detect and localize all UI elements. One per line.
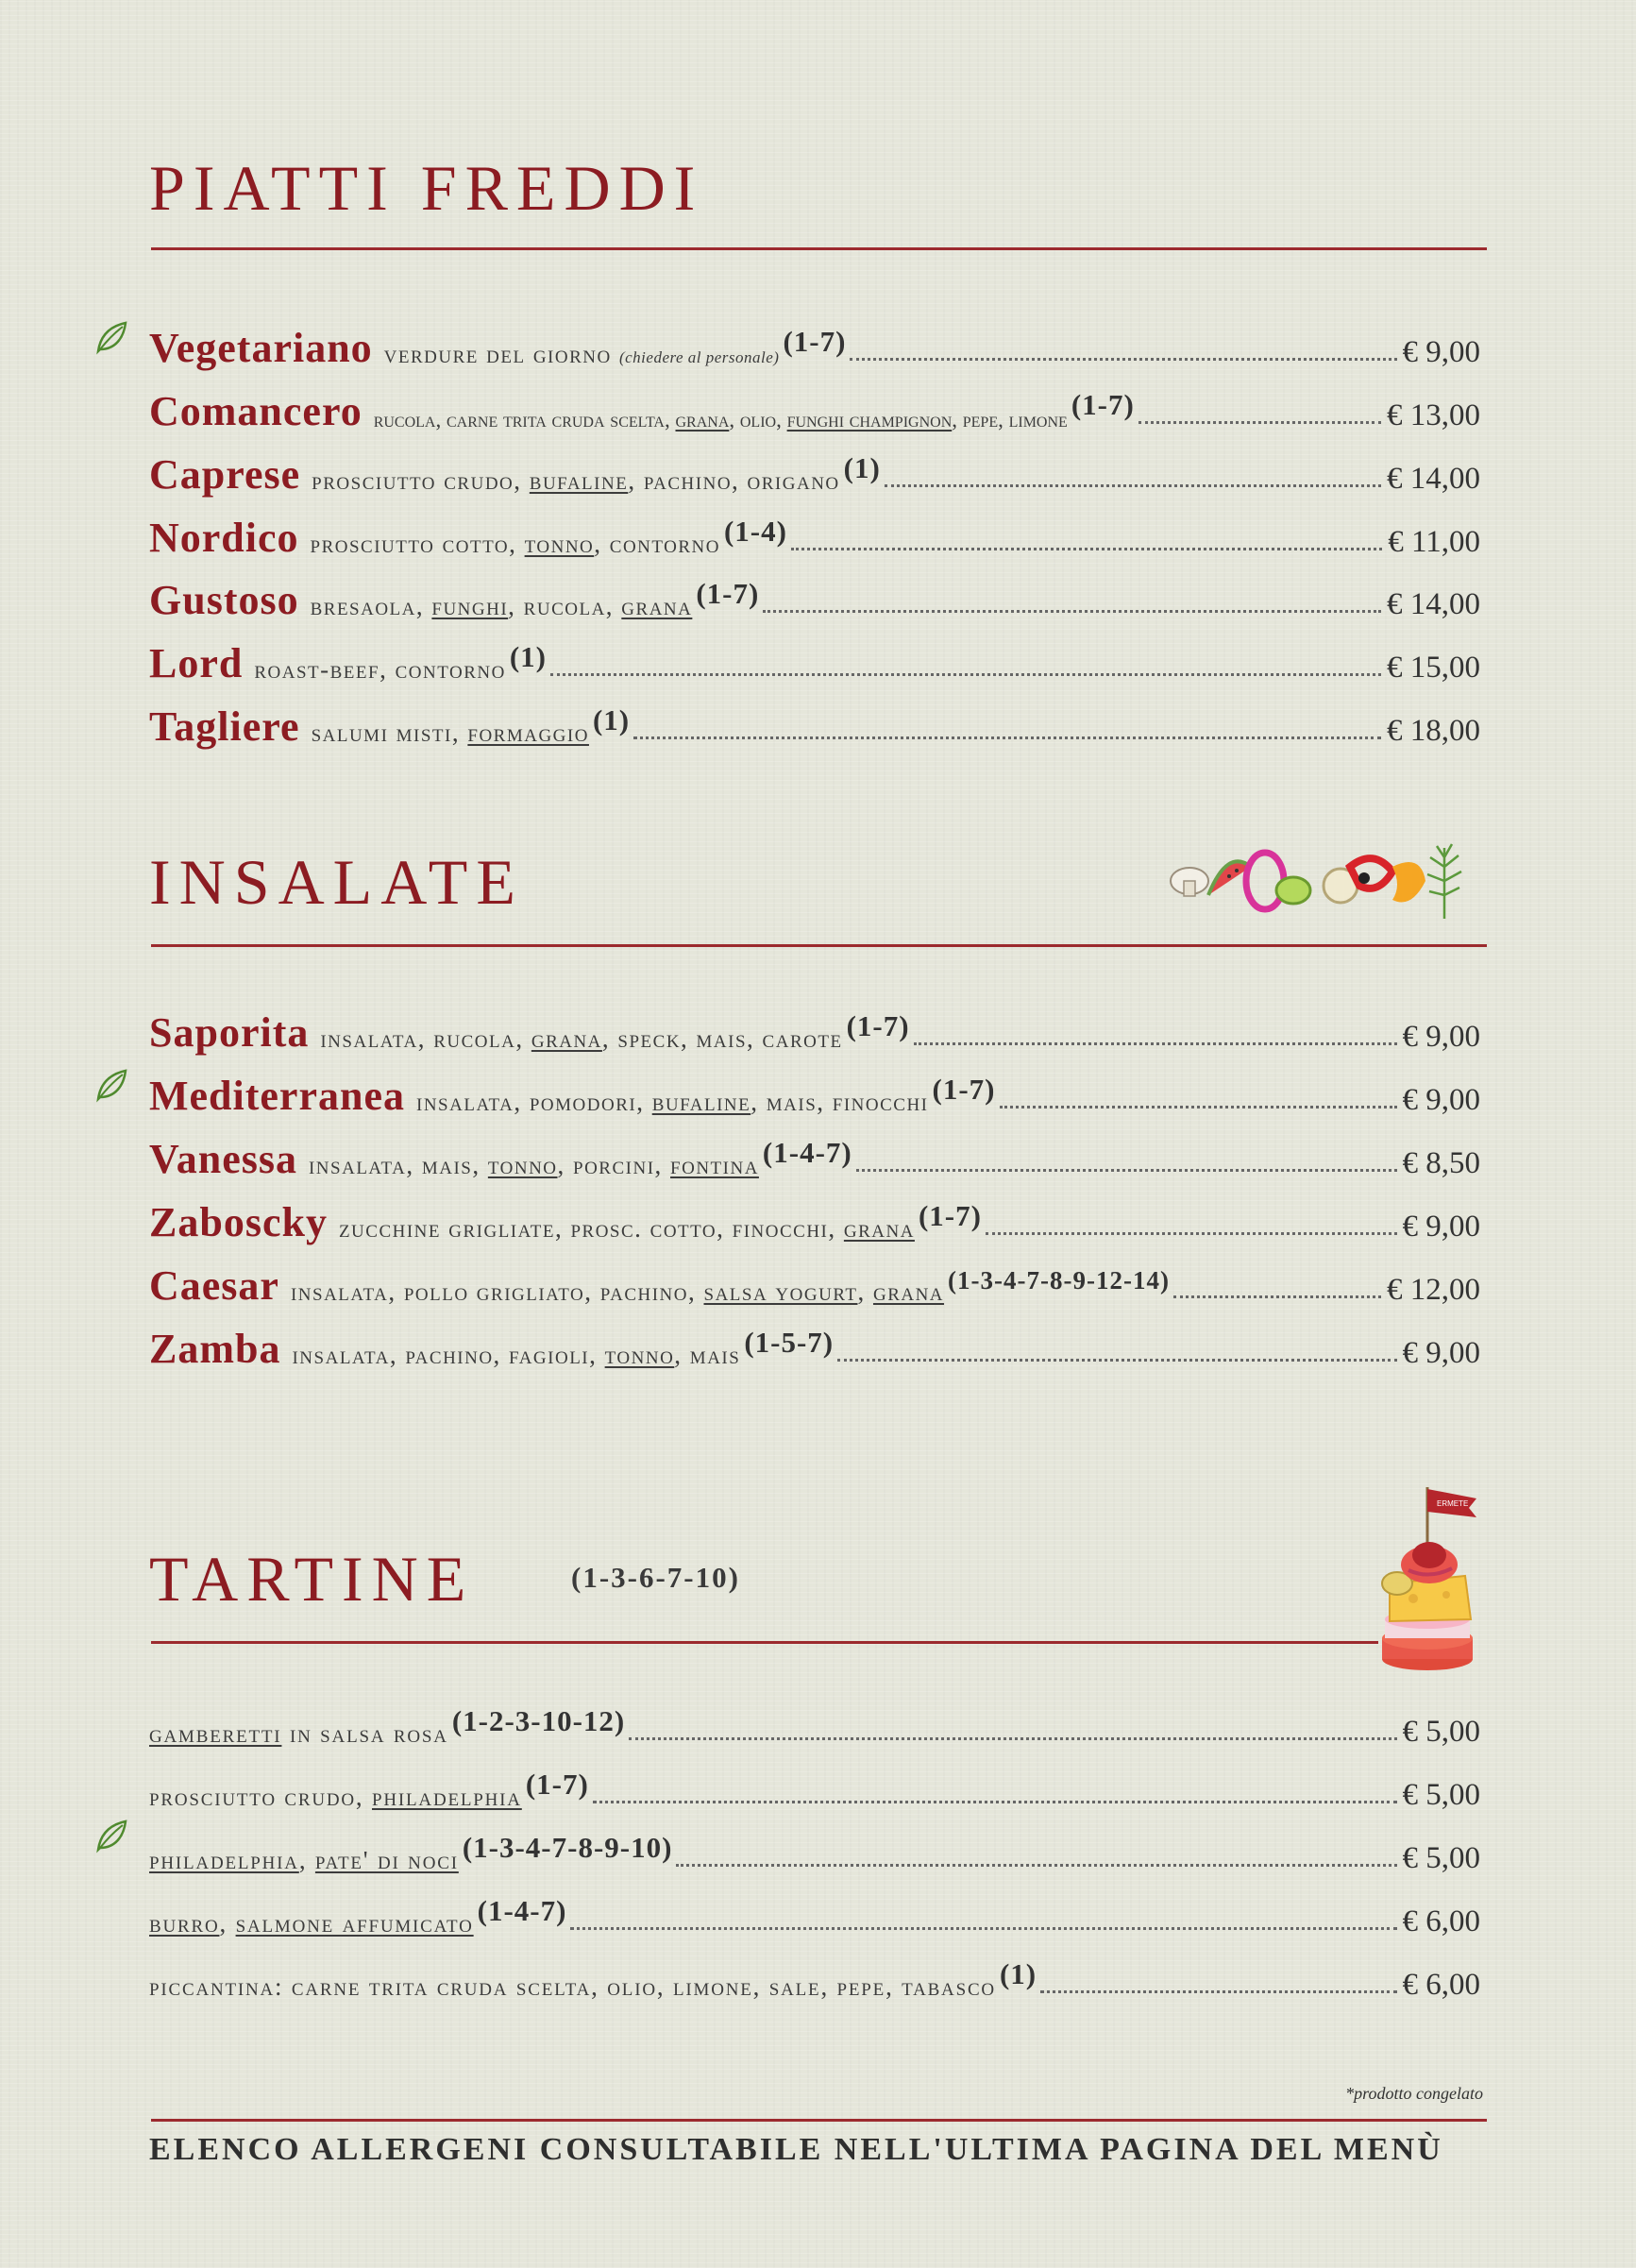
allergen-notice: ELENCO ALLERGENI CONSULTABILE NELL'ULTIMA PAGINA DEL MENÙ bbox=[149, 2132, 1443, 2167]
menu-item-mediterranea bbox=[149, 1064, 1480, 1117]
dot-leader bbox=[629, 1737, 1396, 1740]
menu-item-vanessa bbox=[149, 1127, 1480, 1180]
item-price: € 9,00 bbox=[1402, 1210, 1480, 1244]
item-description: insalata, pollo grigliato, pachino, salsa yogurt, grana bbox=[290, 1278, 945, 1306]
item-name: Nordico bbox=[149, 515, 299, 561]
dot-leader bbox=[885, 484, 1381, 487]
dot-leader bbox=[850, 358, 1396, 361]
item-allergens: (1-4-7) bbox=[762, 1136, 852, 1169]
item-name: Zaboscky bbox=[149, 1199, 328, 1245]
item-description: insalata, pachino, fagioli, tonno, mais bbox=[292, 1341, 741, 1369]
item-name: Vegetariano bbox=[149, 325, 373, 371]
item-allergens: (1-5-7) bbox=[744, 1326, 835, 1359]
item-price: € 14,00 bbox=[1387, 587, 1480, 621]
item-allergens: (1) bbox=[999, 1957, 1037, 1990]
item-allergens: (1-3-4-7-8-9-12-14) bbox=[948, 1266, 1170, 1295]
item-name: Zamba bbox=[149, 1326, 281, 1372]
section-divider bbox=[151, 944, 1487, 947]
vegetables-illustration bbox=[1161, 829, 1506, 928]
menu-item-caprese bbox=[149, 443, 1480, 496]
item-description: insalata, mais, tonno, porcini, fontina bbox=[308, 1151, 759, 1179]
item-name: Saporita bbox=[149, 1009, 310, 1056]
item-price: € 6,00 bbox=[1402, 1904, 1480, 1938]
vegetarian-leaf-icon bbox=[94, 319, 130, 355]
dot-leader bbox=[1138, 421, 1381, 424]
item-name: Lord bbox=[149, 640, 244, 686]
item-description: insalata, rucola, grana, speck, mais, carote bbox=[320, 1024, 843, 1053]
tartine-item-gamberetti bbox=[149, 1696, 1480, 1749]
item-description: prosciutto cotto, tonno, contorno bbox=[310, 530, 720, 558]
vegetarian-leaf-icon bbox=[94, 1067, 130, 1103]
section-title-tartine: TARTINE bbox=[149, 1543, 475, 1615]
section-title-piatti-freddi: PIATTI FREDDI bbox=[149, 152, 704, 224]
item-allergens: (1-4) bbox=[723, 515, 787, 548]
item-allergens: (1) bbox=[592, 703, 631, 736]
item-description: roast-beef, contorno bbox=[254, 655, 506, 684]
tartine-item-burro-salmone bbox=[149, 1886, 1480, 1938]
dot-leader bbox=[633, 736, 1381, 739]
item-allergens: (1-3-4-7-8-9-10) bbox=[462, 1831, 673, 1864]
item-description: burro, salmone affumicato bbox=[149, 1909, 474, 1938]
tartine-illustration bbox=[1371, 1478, 1503, 1681]
item-allergens: (1-7) bbox=[846, 1009, 910, 1042]
dot-leader bbox=[593, 1801, 1397, 1803]
item-allergens: (1-7) bbox=[1071, 388, 1135, 421]
tartine-item-philadelphia bbox=[149, 1822, 1480, 1875]
item-description: bresaola, funghi, rucola, grana bbox=[310, 592, 693, 620]
footnote: *prodotto congelato bbox=[1345, 2084, 1483, 2103]
vegetarian-leaf-icon bbox=[94, 1818, 130, 1853]
item-name: Tagliere bbox=[149, 703, 300, 750]
item-price: € 15,00 bbox=[1387, 651, 1480, 685]
menu-item-comancero bbox=[149, 380, 1480, 432]
item-price: € 8,50 bbox=[1402, 1146, 1480, 1180]
item-price: € 9,00 bbox=[1402, 1020, 1480, 1054]
item-name: Comancero bbox=[149, 388, 363, 434]
item-price: € 18,00 bbox=[1387, 714, 1480, 748]
item-description: zucchine grigliate, prosc. cotto, finocchi, grana bbox=[338, 1214, 915, 1243]
item-allergens: (1) bbox=[509, 640, 547, 673]
item-name: Mediterranea bbox=[149, 1073, 405, 1119]
item-description: piccantina: carne trita cruda scelta, olio, limone, sale, pepe, tabasco bbox=[149, 1972, 996, 2001]
item-price: € 13,00 bbox=[1387, 398, 1480, 432]
item-allergens: (1-7) bbox=[783, 325, 847, 358]
item-price: € 12,00 bbox=[1387, 1273, 1480, 1307]
menu-item-lord bbox=[149, 632, 1480, 685]
dot-leader bbox=[914, 1042, 1397, 1045]
menu-item-zaboscky bbox=[149, 1191, 1480, 1244]
item-name: Gustoso bbox=[149, 577, 299, 623]
menu-item-tagliere bbox=[149, 695, 1480, 748]
item-allergens: (1-7) bbox=[525, 1768, 589, 1801]
item-name: Caesar bbox=[149, 1262, 279, 1309]
section-allergens: (1-3-6-7-10) bbox=[571, 1561, 740, 1594]
flag-text: ERMETE bbox=[1437, 1499, 1469, 1508]
tartine-item-piccantina bbox=[149, 1949, 1480, 2002]
item-price: € 9,00 bbox=[1402, 335, 1480, 369]
menu-item-nordico bbox=[149, 506, 1480, 559]
item-description: salumi misti, formaggio bbox=[311, 719, 589, 747]
dot-leader bbox=[550, 673, 1381, 676]
item-allergens: (1-7) bbox=[932, 1073, 996, 1106]
item-price: € 5,00 bbox=[1402, 1841, 1480, 1875]
item-price: € 14,00 bbox=[1387, 462, 1480, 496]
item-description: prosciutto crudo, philadelphia bbox=[149, 1783, 522, 1811]
item-note: (chiedere al personale) bbox=[618, 348, 780, 366]
section-title-insalate: INSALATE bbox=[149, 846, 524, 918]
item-allergens: (1-7) bbox=[696, 577, 760, 610]
menu-item-saporita bbox=[149, 1001, 1480, 1054]
item-price: € 11,00 bbox=[1388, 525, 1480, 559]
item-name: Vanessa bbox=[149, 1136, 297, 1182]
item-price: € 9,00 bbox=[1402, 1083, 1480, 1117]
menu-item-vegetariano bbox=[149, 316, 1480, 369]
dot-leader bbox=[570, 1927, 1396, 1930]
item-price: € 6,00 bbox=[1402, 1968, 1480, 2002]
dot-leader bbox=[1040, 1990, 1396, 1993]
dot-leader bbox=[986, 1232, 1397, 1235]
item-description: rucola, carne trita cruda scelta, grana, olio, funghi champignon, pepe, limone bbox=[373, 408, 1068, 432]
item-description: insalata, pomodori, bufaline, mais, finocchi bbox=[416, 1088, 929, 1116]
dot-leader bbox=[676, 1864, 1396, 1867]
dot-leader bbox=[1173, 1295, 1381, 1298]
footer-divider bbox=[151, 2119, 1487, 2122]
item-description: prosciutto crudo, bufaline, pachino, origano bbox=[312, 466, 840, 495]
menu-item-caesar bbox=[149, 1254, 1480, 1307]
dot-leader bbox=[763, 610, 1381, 613]
item-price: € 5,00 bbox=[1402, 1715, 1480, 1749]
item-allergens: (1-2-3-10-12) bbox=[451, 1704, 626, 1737]
tartine-item-prosciutto bbox=[149, 1759, 1480, 1812]
item-description: gamberetti in salsa rosa bbox=[149, 1719, 448, 1748]
dot-leader bbox=[856, 1169, 1397, 1172]
section-divider bbox=[151, 1641, 1378, 1644]
item-allergens: (1-7) bbox=[918, 1199, 982, 1232]
dot-leader bbox=[837, 1359, 1396, 1362]
item-price: € 9,00 bbox=[1402, 1336, 1480, 1370]
item-description: philadelphia, pate' di noci bbox=[149, 1846, 459, 1874]
item-allergens: (1) bbox=[843, 451, 881, 484]
section-divider bbox=[151, 247, 1487, 250]
item-description: verdure del giorno (chiedere al personale) bbox=[383, 340, 780, 368]
item-allergens: (1-4-7) bbox=[477, 1894, 567, 1927]
item-name: Caprese bbox=[149, 451, 301, 498]
menu-item-zamba bbox=[149, 1317, 1480, 1370]
dot-leader bbox=[791, 548, 1382, 550]
menu-item-gustoso bbox=[149, 568, 1480, 621]
dot-leader bbox=[1000, 1106, 1397, 1109]
item-price: € 5,00 bbox=[1402, 1778, 1480, 1812]
